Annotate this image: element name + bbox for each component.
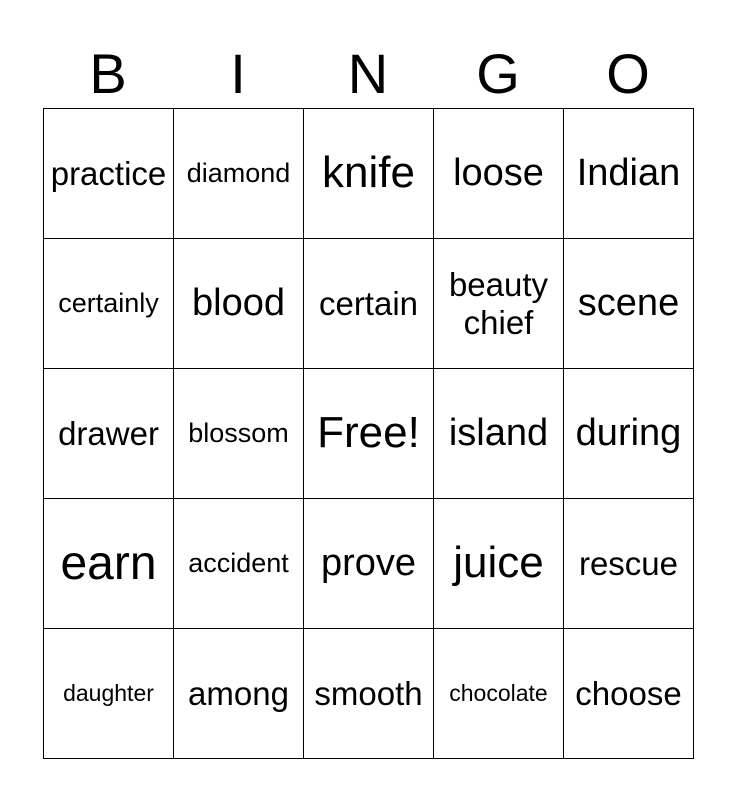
cell-word: blood — [192, 281, 285, 324]
bingo-cell-free[interactable] — [304, 369, 434, 499]
bingo-cell[interactable] — [174, 499, 304, 629]
header-letter-o: O — [606, 42, 650, 105]
cell-word: earn — [60, 536, 157, 590]
cell-word: rescue — [578, 544, 679, 582]
cell-word: juice — [453, 538, 544, 588]
bingo-cell[interactable] — [44, 369, 174, 499]
bingo-cell[interactable] — [174, 109, 304, 239]
cell-word: choose — [575, 674, 682, 712]
header-letter-b: B — [89, 42, 127, 105]
bingo-cell[interactable] — [434, 109, 564, 239]
bingo-grid — [43, 108, 694, 759]
cell-word: island — [448, 411, 549, 454]
cell-word: chocolate — [449, 680, 548, 707]
bingo-card — [43, 40, 693, 759]
bingo-cell[interactable] — [564, 629, 694, 759]
header-letter-n: N — [347, 42, 389, 105]
bingo-cell[interactable] — [304, 499, 434, 629]
cell-word: scene — [577, 281, 680, 324]
cell-word: accident — [188, 547, 289, 578]
bingo-cell[interactable] — [434, 499, 564, 629]
cell-word: among — [188, 674, 289, 712]
cell-word: drawer — [58, 414, 159, 452]
cell-word: diamond — [186, 157, 291, 188]
header-letter-i: I — [230, 42, 246, 105]
cell-word: practice — [50, 154, 167, 192]
cell-word: knife — [322, 148, 415, 198]
cell-word: smooth — [314, 674, 423, 712]
cell-word: during — [575, 411, 682, 454]
bingo-cell[interactable] — [434, 629, 564, 759]
bingo-cell[interactable] — [44, 629, 174, 759]
bingo-cell[interactable] — [304, 109, 434, 239]
bingo-cell[interactable] — [564, 499, 694, 629]
cell-word: loose — [453, 151, 544, 194]
bingo-cell[interactable] — [174, 239, 304, 369]
header-letter-g: G — [476, 42, 520, 105]
bingo-cell[interactable] — [44, 239, 174, 369]
cell-word: Indian — [576, 151, 681, 194]
cell-word: prove — [320, 541, 417, 584]
bingo-cell[interactable] — [304, 239, 434, 369]
cell-word: blossom — [188, 417, 289, 448]
bingo-cell[interactable] — [434, 369, 564, 499]
free-space-label: Free! — [317, 408, 420, 458]
bingo-cell[interactable] — [174, 629, 304, 759]
bingo-header — [43, 40, 693, 108]
cell-word: certain — [318, 284, 419, 322]
bingo-cell[interactable] — [564, 369, 694, 499]
cell-word: beauty chief — [448, 265, 549, 341]
bingo-cell[interactable] — [564, 239, 694, 369]
cell-word: daughter — [63, 680, 154, 707]
bingo-cell[interactable] — [564, 109, 694, 239]
bingo-cell[interactable] — [434, 239, 564, 369]
bingo-cell[interactable] — [44, 499, 174, 629]
cell-word: certainly — [58, 287, 159, 318]
bingo-cell[interactable] — [304, 629, 434, 759]
bingo-cell[interactable] — [44, 109, 174, 239]
bingo-cell[interactable] — [174, 369, 304, 499]
